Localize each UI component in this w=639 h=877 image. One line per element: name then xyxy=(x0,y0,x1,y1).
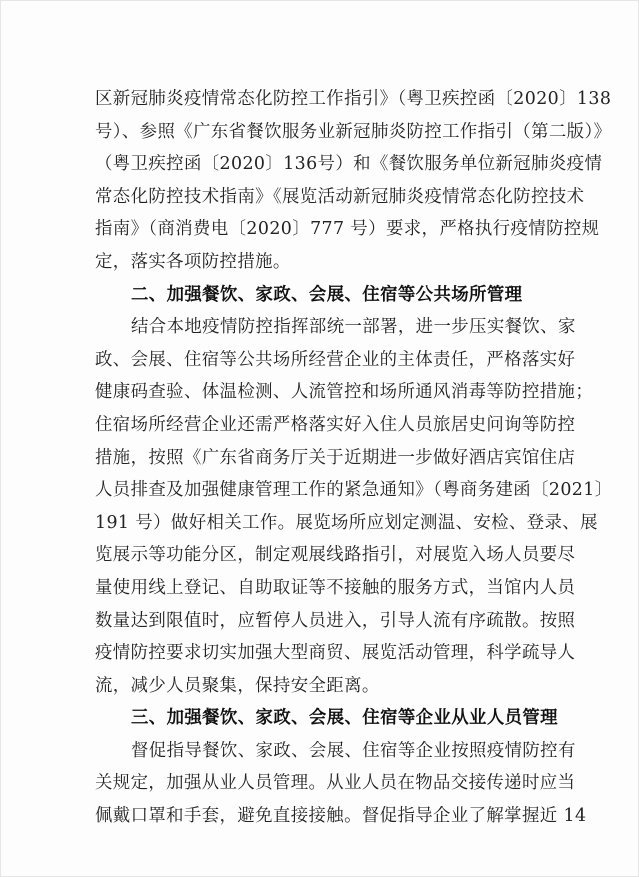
paragraph-2-line: 结合本地疫情防控指挥部统一部署，进一步压实餐饮、家 xyxy=(131,317,576,338)
paragraph-1-line: 区新冠肺炎疫情常态化防控工作指引》（粤卫疾控函〔2020〕138 xyxy=(95,89,612,109)
paragraph-2-line: 疫情防控要求切实加强大型商贸、展览活动管理，科学疏导人 xyxy=(95,643,576,664)
paragraph-2-line: 191 号）做好相关工作。展览场所应划定测温、安检、登录、展 xyxy=(95,512,598,533)
paragraph-2-line: 措施，按照《广东省商务厅关于近期进一步做好酒店宾馆住店 xyxy=(95,447,576,468)
paragraph-1-line: 常态化防控技术指南》《展览活动新冠肺炎疫情常态化防控技术 xyxy=(95,186,585,207)
paragraph-3-line: 督促指导餐饮、家政、会展、住宿等企业按照疫情防控有 xyxy=(131,740,576,761)
paragraph-1-line: 定，落实各项防控措施。 xyxy=(95,251,291,272)
paragraph-1-line: 号）、参照《广东省餐饮服务业新冠肺炎防控工作指引（第二版）》 xyxy=(95,121,612,142)
paragraph-3-line: 佩戴口罩和手套，避免直接接触。督促指导企业了解掌握近 14 xyxy=(95,806,587,827)
section-heading-2: 二、加强餐饮、家政、会展、住宿等公共场所管理 xyxy=(131,284,523,305)
paragraph-2-line: 流，减少人员聚集，保持安全距离。 xyxy=(95,675,380,696)
section-heading-3: 三、加强餐饮、家政、会展、住宿等企业从业人员管理 xyxy=(131,708,558,729)
paragraph-2-line: 人员排查及加强健康管理工作的紧急通知》（粤商务建函〔2021〕 xyxy=(95,480,613,501)
paragraph-2-line: 览展示等功能分区，制定观展线路指引，对展览入场人员要尽 xyxy=(95,545,576,566)
paragraph-2-line: 住宿场所经营企业还需严格落实好入住人员旅居史问询等防控 xyxy=(95,414,576,435)
paragraph-3-line: 关规定，加强从业人员管理。从业人员在物品交接传递时应当 xyxy=(95,773,576,794)
paragraph-2-line: 数量达到限值时，应暂停人员进入，引导人流有序疏散。按照 xyxy=(95,610,576,631)
paragraph-2-line: 健康码查验、体温检测、人流管控和场所通风消毒等防控措施； xyxy=(95,382,594,403)
paragraph-2-line: 量使用线上登记、自助取证等不接触的服务方式，当馆内人员 xyxy=(95,577,576,598)
paragraph-2-line: 政、会展、住宿等公共场所经营企业的主体责任，严格落实好 xyxy=(95,349,576,370)
paragraph-1-line: 指南》（商消费电〔2020〕777 号）要求，严格执行疫情防控规 xyxy=(95,219,600,240)
paragraph-1-line: （粤卫疾控函〔2020〕136号）和《餐饮服务单位新冠肺炎疫情 xyxy=(95,154,603,175)
document-body xyxy=(95,83,613,833)
